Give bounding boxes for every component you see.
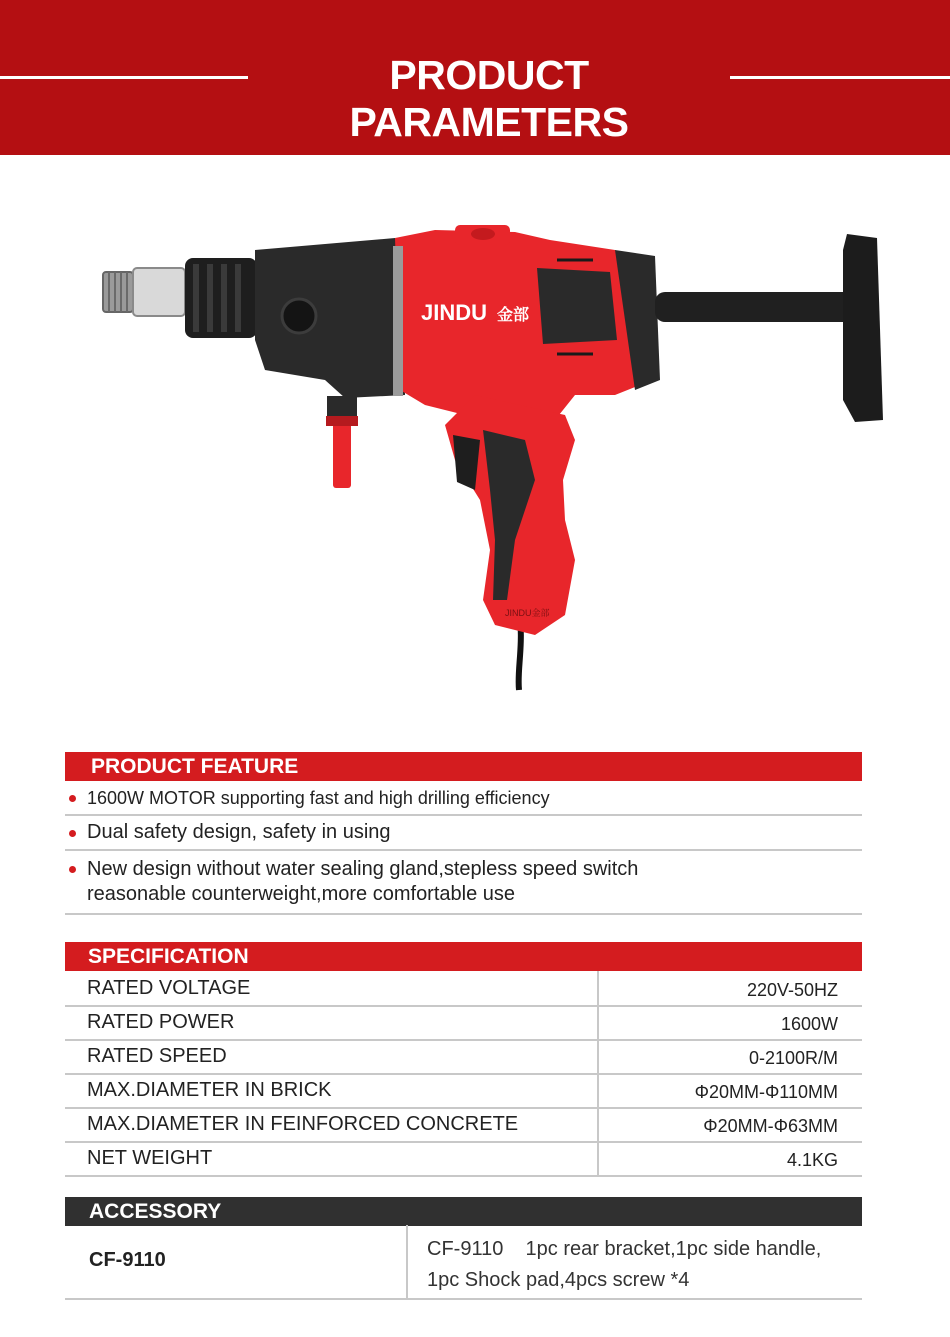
feature-heading: PRODUCT FEATURE [91, 755, 299, 778]
feature-item [65, 781, 862, 816]
divider [597, 1005, 599, 1039]
header-rule-left [0, 76, 248, 79]
feature-item [65, 816, 862, 851]
page-title: PRODUCT PARAMETERS [349, 52, 629, 145]
accessory-line-2: 1pc Shock pad,4pcs screw *4 [427, 1269, 690, 1291]
spec-row [65, 1141, 862, 1177]
spindle-thread [103, 272, 133, 312]
spec-label: NET WEIGHT [87, 1147, 213, 1169]
spec-value: 0-2100R/M [748, 1048, 838, 1068]
spec-value: Φ20MM-Φ63MM [703, 1116, 838, 1136]
feature-item [65, 851, 862, 915]
rear-handle [655, 292, 860, 322]
bullet-icon [69, 795, 76, 802]
safety-lever [333, 416, 351, 488]
spec-label: RATED SPEED [87, 1045, 227, 1067]
spec-label: RATED POWER [87, 1011, 235, 1033]
spec-row [65, 1039, 862, 1075]
divider [597, 1107, 599, 1141]
accessory-row [65, 1225, 862, 1300]
accessory-line-1: CF-9110 1pc rear bracket,1pc side handle, [427, 1238, 822, 1260]
diamond-drill-image [95, 220, 895, 700]
brand-logo: JINDU [421, 300, 488, 325]
feature-heading-bar [65, 752, 862, 781]
divider [597, 1039, 599, 1073]
page-header [0, 0, 950, 155]
divider [597, 971, 599, 1005]
vent-panel [537, 268, 617, 344]
accessory-heading-bar [65, 1197, 862, 1226]
feature-text: New design without water sealing gland,stepless speed switch [87, 858, 639, 880]
spec-value: Φ20MM-Φ110MM [694, 1082, 838, 1102]
accessory-model: CF-9110 [89, 1249, 166, 1271]
accessory-contents [427, 1234, 857, 1296]
divider [597, 1141, 599, 1175]
spec-value: 1600W [780, 1014, 838, 1034]
spec-label: RATED VOLTAGE [87, 977, 251, 999]
divider [406, 1225, 408, 1298]
spec-label: MAX.DIAMETER IN FEINFORCED CONCRETE [87, 1113, 519, 1135]
spec-value: 4.1KG [786, 1150, 838, 1170]
spec-heading: SPECIFICATION [88, 945, 249, 968]
bullet-icon [69, 830, 76, 837]
feature-text: Dual safety design, safety in using [87, 821, 391, 843]
spec-row [65, 971, 862, 1007]
brand-logo-cn: 金部 [497, 305, 530, 324]
spec-row [65, 1073, 862, 1109]
rear-handle-end [843, 234, 883, 422]
feature-text-cont: reasonable counterweight,more comfortable use [87, 883, 516, 905]
header-rule-right [730, 76, 950, 79]
spec-label: MAX.DIAMETER IN BRICK [87, 1079, 332, 1101]
spindle-nut [133, 268, 185, 316]
spec-row [65, 1107, 862, 1143]
accessory-heading: ACCESSORY [89, 1200, 222, 1223]
feature-text: 1600W MOTOR supporting fast and high drilling efficiency [87, 788, 550, 808]
spec-row [65, 1005, 862, 1041]
grip-logo: JINDU金部 [505, 608, 550, 618]
divider [597, 1073, 599, 1107]
bullet-icon [69, 866, 76, 873]
spec-value: 220V-50HZ [746, 980, 838, 1000]
gearbox-housing [255, 238, 405, 398]
spec-heading-bar [65, 942, 862, 971]
